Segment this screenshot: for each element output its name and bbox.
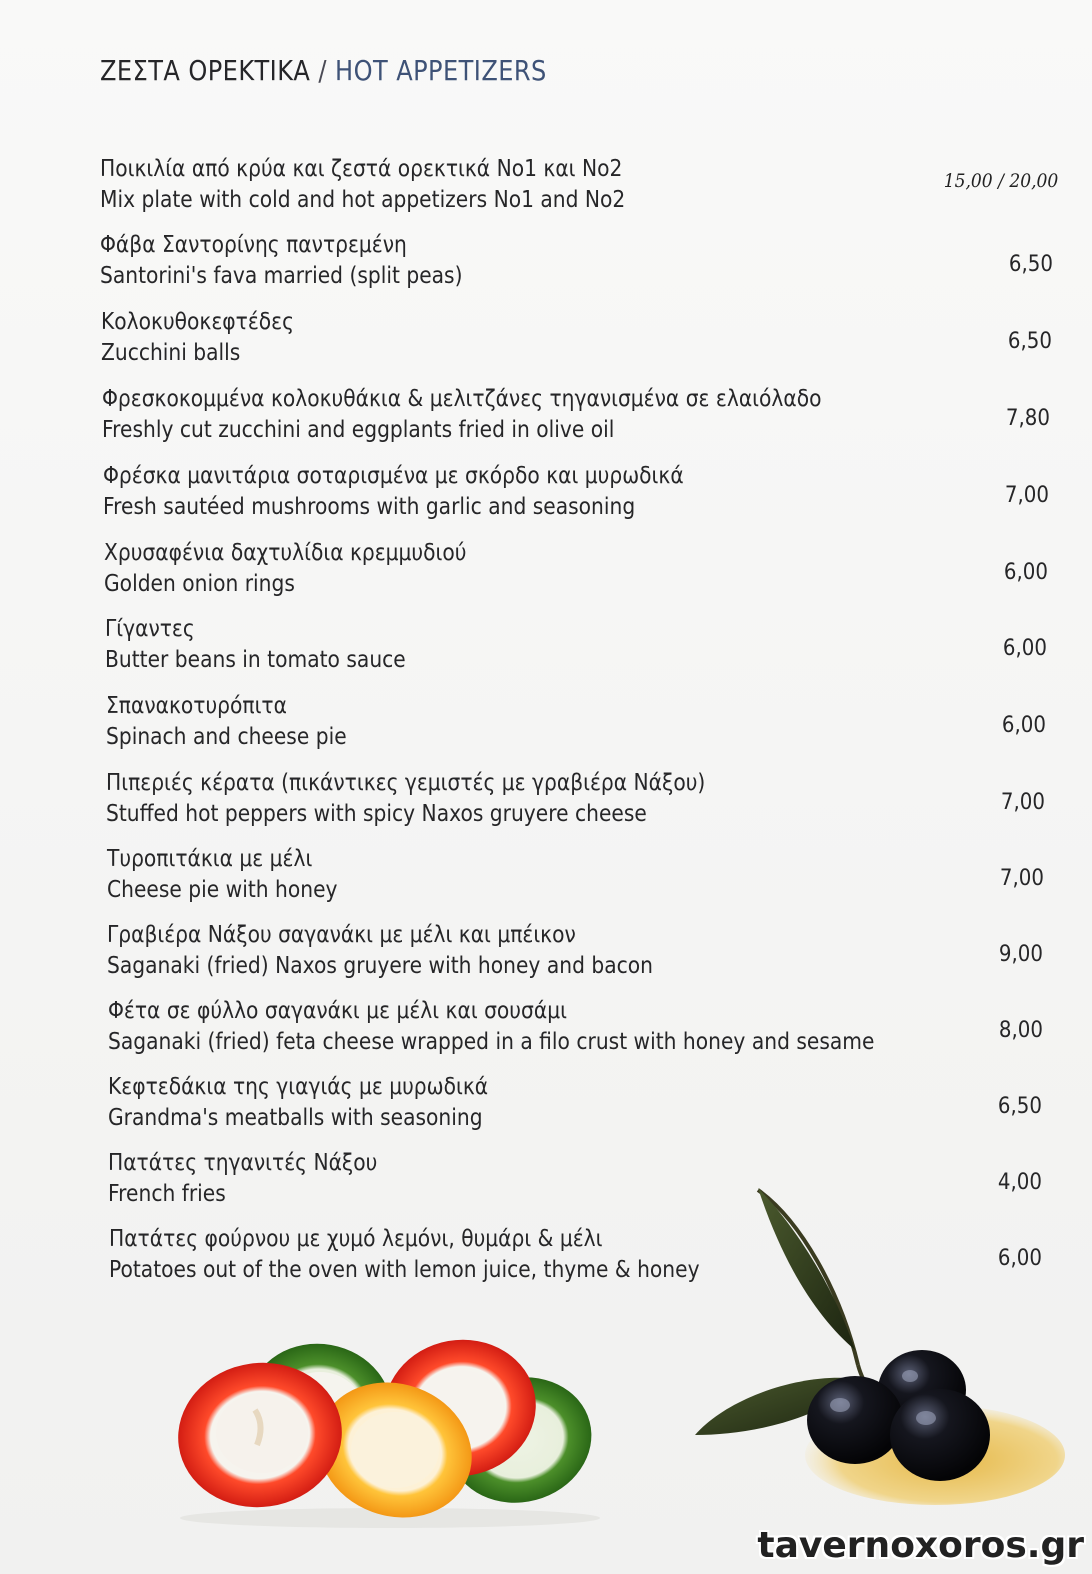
menu-item	[100, 232, 1053, 306]
title-greek: ΖΕΣΤΑ ΟΡΕΚΤΙΚΑ	[100, 54, 311, 87]
item-greek-name: Τυροπιτάκια με μέλι	[107, 846, 313, 872]
item-english-name: Grandma's meatballs with seasoning	[108, 1105, 483, 1131]
item-greek-name: Ποικιλία από κρύα και ζεστά ορεκτικά No1 και No2	[100, 156, 623, 182]
item-price: 6,50	[1007, 329, 1052, 354]
menu-item	[105, 616, 1047, 690]
menu-item	[101, 309, 1052, 383]
item-greek-name: Γίγαντες	[105, 616, 195, 642]
item-price: 6,50	[997, 1094, 1042, 1119]
item-price: 6,00	[1001, 713, 1046, 738]
item-price: 6,00	[1002, 636, 1047, 661]
item-price: 6,00	[997, 1246, 1042, 1271]
item-english-name: Mix plate with cold and hot appetizers No1 and No2	[100, 187, 626, 213]
item-english-name: Butter beans in tomato sauce	[105, 647, 406, 673]
title-separator: /	[318, 54, 327, 87]
item-price: 4,00	[997, 1170, 1042, 1195]
item-price: 15,00 / 20,00	[943, 170, 1058, 192]
item-english-name: Golden onion rings	[104, 571, 295, 597]
menu-item	[104, 540, 1048, 614]
menu-item	[103, 463, 1049, 537]
item-price: 6,50	[1008, 252, 1053, 277]
item-english-name: Freshly cut zucchini and eggplants fried in olive oil	[102, 417, 615, 443]
item-greek-name: Πιπεριές κέρατα (πικάντικες γεμιστές με γραβιέρα Νάξου)	[106, 770, 706, 796]
item-price: 7,00	[999, 866, 1044, 891]
menu-item	[100, 156, 1058, 230]
item-price: 9,00	[998, 942, 1043, 967]
item-price: 6,00	[1003, 560, 1048, 585]
item-english-name: French fries	[108, 1181, 226, 1207]
item-english-name: Stuffed hot peppers with spicy Naxos gruyere cheese	[106, 801, 647, 827]
item-greek-name: Γραβιέρα Νάξου σαγανάκι με μέλι και μπέικον	[107, 922, 576, 948]
item-greek-name: Κολοκυθοκεφτέδες	[101, 309, 294, 335]
black-olives-branch-image	[690, 1180, 1070, 1510]
item-english-name: Cheese pie with honey	[107, 877, 338, 903]
item-english-name: Fresh sautéed mushrooms with garlic and seasoning	[103, 494, 636, 520]
item-price: 7,00	[1004, 483, 1049, 508]
menu-item	[108, 1074, 1042, 1148]
item-english-name: Zucchini balls	[101, 340, 241, 366]
bell-pepper-rings-image	[170, 1330, 610, 1530]
item-greek-name: Πατάτες τηγανιτές Νάξου	[108, 1150, 378, 1176]
item-price: 8,00	[998, 1018, 1043, 1043]
item-greek-name: Σπανακοτυρόπιτα	[106, 693, 287, 719]
item-greek-name: Φέτα σε φύλλο σαγανάκι με μέλι και σουσάμι	[108, 998, 567, 1024]
menu-item	[108, 998, 1043, 1072]
item-price: 7,00	[1000, 790, 1045, 815]
item-english-name: Spinach and cheese pie	[106, 724, 347, 750]
item-greek-name: Κεφτεδάκια της γιαγιάς με μυρωδικά	[108, 1074, 489, 1100]
title-english: HOT APPETIZERS	[335, 54, 547, 87]
item-greek-name: Πατάτες φούρνου με χυμό λεμόνι, θυμάρι & μέλι	[109, 1226, 603, 1252]
item-greek-name: Φάβα Σαντορίνης παντρεμένη	[100, 232, 407, 258]
menu-item	[107, 846, 1044, 920]
item-price: 7,80	[1005, 406, 1050, 431]
item-english-name: Santorini's fava married (split peas)	[100, 263, 463, 289]
item-greek-name: Χρυσαφένια δαχτυλίδια κρεμμυδιού	[104, 540, 467, 566]
item-english-name: Saganaki (fried) Naxos gruyere with honey and bacon	[107, 953, 653, 979]
item-greek-name: Φρέσκα μανιτάρια σοταρισμένα με σκόρδο και μυρωδικά	[103, 463, 684, 489]
menu-item	[106, 770, 1045, 844]
item-greek-name: Φρεσκοκομμένα κολοκυθάκια & μελιτζάνες τηγανισμένα σε ελαιόλαδο	[102, 386, 822, 412]
item-english-name: Potatoes out of the oven with lemon juice, thyme & honey	[109, 1257, 700, 1283]
watermark: tavernoxoros.gr	[757, 1525, 1084, 1566]
page-title	[100, 54, 547, 87]
item-english-name: Saganaki (fried) feta cheese wrapped in a filo crust with honey and sesame	[108, 1029, 875, 1055]
menu-item	[102, 386, 1050, 460]
menu-item	[107, 922, 1043, 996]
menu-item	[106, 693, 1046, 767]
